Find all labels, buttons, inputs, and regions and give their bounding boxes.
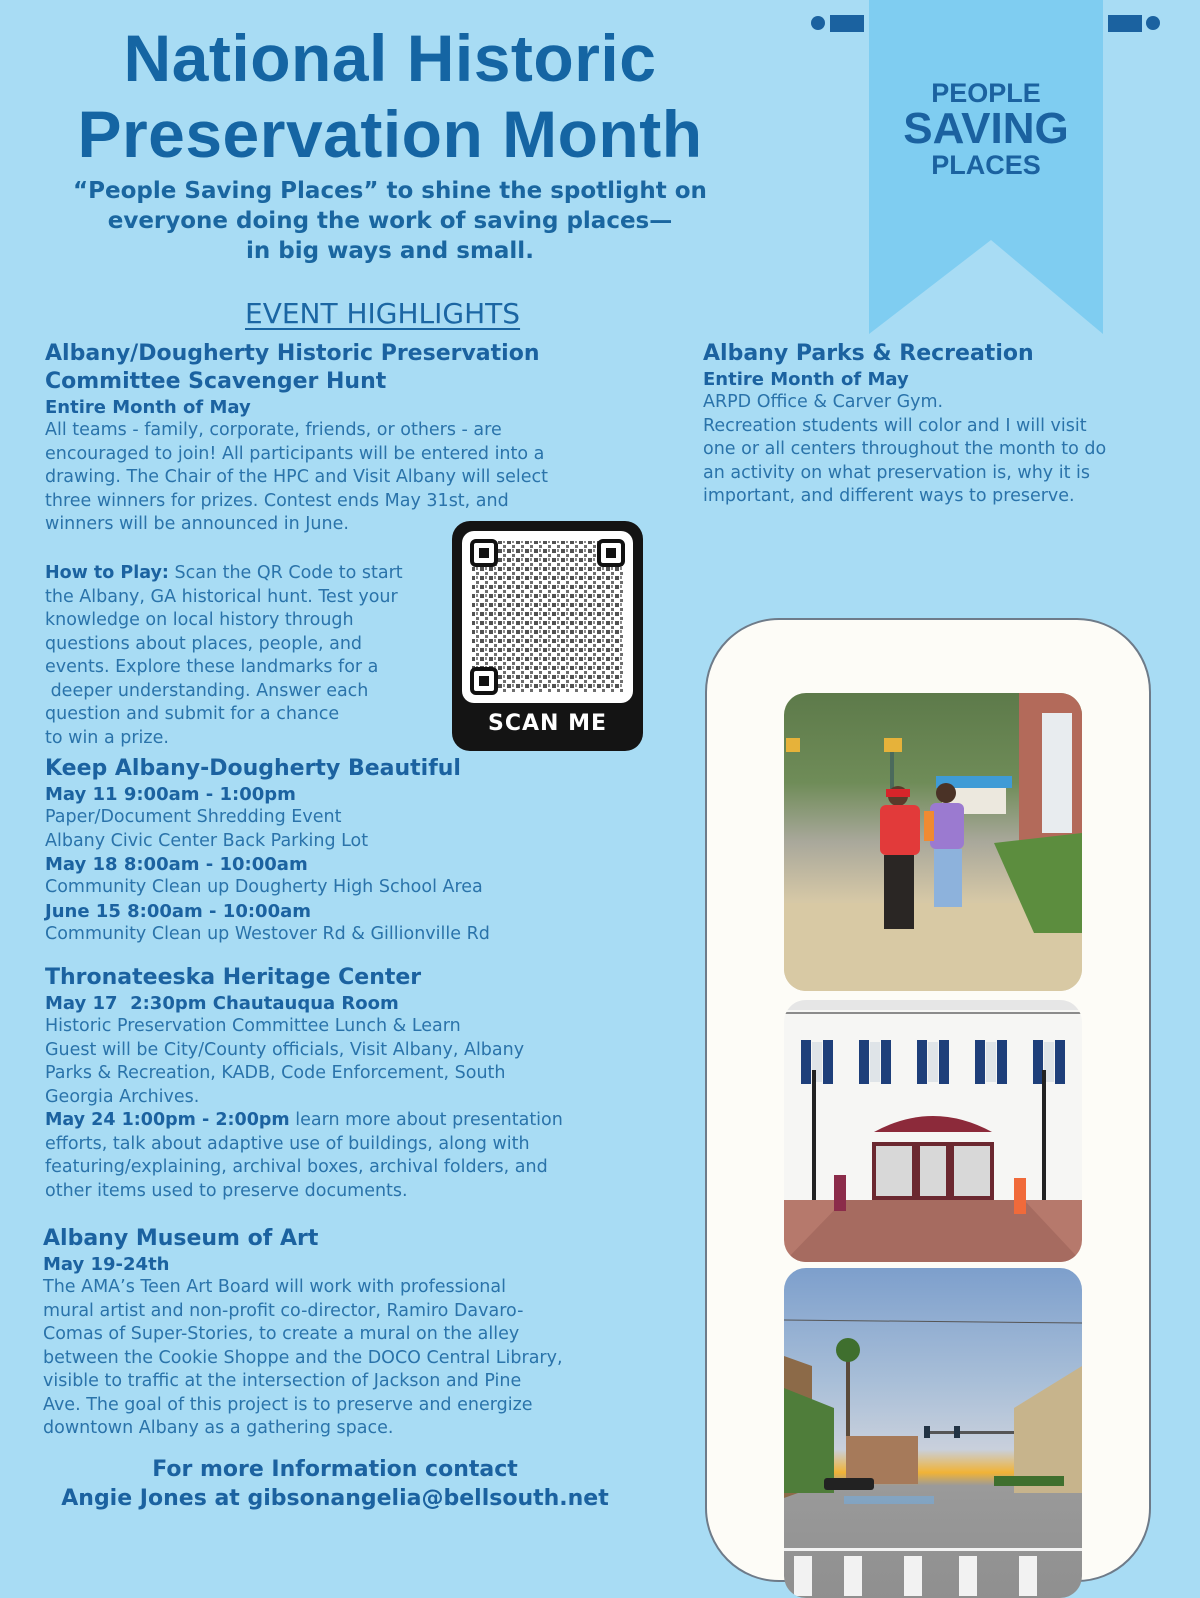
text-line: Albany Civic Center Back Parking Lot — [45, 830, 369, 851]
text-line: Recreation students will color and I will visit — [703, 415, 1087, 436]
text-line: Comas of Super-Stories, to create a mural on the alley — [43, 1324, 520, 1344]
text-line: featuring/explaining, archival boxes, archival folders, and — [45, 1157, 548, 1177]
text-line: to win a prize. — [45, 727, 169, 748]
text-line: downtown Albany as a gathering space. — [43, 1418, 394, 1438]
text-line: questions about places, people, and — [45, 633, 363, 654]
text-line: deeper understanding. Answer each — [45, 680, 369, 701]
ribbon-text-saving: SAVING — [903, 104, 1069, 153]
text-line: events. Explore these landmarks for a — [45, 657, 379, 677]
people-saving-places-ribbon — [869, 0, 1103, 334]
contact-info — [40, 1455, 630, 1513]
qr-code[interactable] — [452, 521, 643, 751]
text-line: Georgia Archives. — [45, 1086, 200, 1107]
ribbon-text-places: PLACES — [931, 150, 1041, 180]
title-line-2: Preservation Month — [77, 97, 703, 171]
event-date: Entire Month of May — [45, 397, 251, 418]
text-line: Paper/Document Shredding Event — [45, 807, 342, 827]
event-title: Albany Museum of Art — [43, 1226, 319, 1251]
event-thronateeska — [45, 964, 665, 1203]
text-line — [45, 1109, 665, 1133]
text-line: Guest will be City/County officials, Visit Albany, Albany — [45, 1039, 525, 1060]
text-line: question and submit for a chance — [45, 704, 340, 724]
ribbon-hook-right-bar-icon — [1108, 15, 1142, 32]
subtitle — [40, 176, 740, 266]
text-line: encouraged to join! All participants will be entered into a — [45, 443, 545, 464]
how-to-play-label: How to Play: — [45, 563, 169, 583]
text-span: learn more about presentation — [289, 1110, 563, 1130]
text-line: visible to traffic at the intersection of Jackson and Pine — [43, 1371, 522, 1391]
how-to-play — [45, 562, 445, 750]
event-date: May 24 1:00pm - 2:00pm — [45, 1110, 290, 1130]
text-line: three winners for prizes. Contest ends May 31st, and — [45, 490, 509, 511]
text-line: Community Clean up Dougherty High School Area — [45, 877, 483, 897]
text-line: Ave. The goal of this project is to preserve and energize — [43, 1394, 533, 1415]
text-line: knowledge on local history through — [45, 610, 354, 630]
text-line: All teams - family, corporate, friends, or others - are — [45, 420, 502, 440]
text-line: Historic Preservation Committee Lunch & Learn — [45, 1016, 461, 1036]
event-title: Committee Scavenger Hunt — [45, 369, 387, 394]
event-date: May 18 8:00am - 10:00am — [45, 854, 308, 875]
text-line: drawing. The Chair of the HPC and Visit Albany will select — [45, 467, 548, 487]
title-line-1: National Historic — [123, 21, 657, 95]
text-line: mural artist and non-profit co-director, Ramiro Davaro- — [43, 1300, 524, 1321]
event-title: Albany Parks & Recreation — [703, 341, 1034, 366]
event-description — [45, 1015, 665, 1203]
photo-card — [705, 618, 1151, 1582]
event-description — [43, 1276, 683, 1441]
downtown-street-sunset-photo — [784, 1268, 1082, 1598]
subtitle-line-3: in big ways and small. — [246, 238, 534, 264]
volunteers-on-sidewalk-photo — [784, 693, 1082, 991]
text-line: one or all centers throughout the month to do — [703, 439, 1107, 459]
text-line — [45, 562, 445, 586]
contact-email-line[interactable]: Angie Jones at gibsonangelia@bellsouth.net — [61, 1486, 609, 1511]
qr-code-pattern-icon — [462, 531, 633, 703]
event-date: Entire Month of May — [703, 369, 909, 390]
ribbon-hook-left-dot-icon — [811, 16, 825, 30]
text-line: important, and different ways to preserve. — [703, 486, 1075, 506]
event-scavenger-hunt — [45, 340, 645, 537]
ribbon-text-people: PEOPLE — [931, 78, 1041, 108]
event-museum-of-art — [43, 1225, 683, 1441]
event-title: Keep Albany-Dougherty Beautiful — [45, 756, 461, 781]
text-line: an activity on what preservation is, why it is — [703, 462, 1090, 483]
ribbon-hook-right-dot-icon — [1146, 16, 1160, 30]
ribbon-hook-left-bar-icon — [830, 15, 864, 32]
subtitle-line-1: “People Saving Places” to shine the spotlight on — [73, 178, 707, 204]
white-historic-building-photo — [784, 1000, 1082, 1262]
text-line: winners will be announced in June. — [45, 514, 349, 534]
text-line: Community Clean up Westover Rd & Gillionville Rd — [45, 923, 490, 944]
text-line: The AMA’s Teen Art Board will work with professional — [43, 1277, 506, 1297]
event-date: May 17 2:30pm Chautauqua Room — [45, 993, 399, 1014]
text-line: other items used to preserve documents. — [45, 1180, 408, 1201]
event-highlights-heading: EVENT HIGHLIGHTS — [245, 297, 521, 330]
text-line: between the Cookie Shoppe and the DOCO Central Library, — [43, 1347, 563, 1368]
scan-me-label: SCAN ME — [487, 711, 607, 736]
event-title: Albany/Dougherty Historic Preservation — [45, 341, 540, 366]
event-keep-beautiful — [45, 755, 645, 946]
contact-heading: For more Information contact — [152, 1457, 518, 1482]
text-line: the Albany, GA historical hunt. Test your — [45, 586, 398, 607]
event-description — [703, 391, 1183, 509]
text-span: Scan the QR Code to start — [168, 563, 403, 583]
page-title — [0, 20, 780, 172]
event-description — [45, 419, 645, 537]
event-parks-recreation — [703, 340, 1183, 509]
event-date: June 15 8:00am - 10:00am — [45, 900, 311, 922]
subtitle-line-2: everyone doing the work of saving places— — [107, 208, 673, 234]
text-line: efforts, talk about adaptive use of buildings, along with — [45, 1133, 530, 1154]
text-line: ARPD Office & Carver Gym. — [703, 392, 944, 412]
text-line: Parks & Recreation, KADB, Code Enforcement, South — [45, 1063, 506, 1083]
event-date: May 19-24th — [43, 1254, 170, 1275]
event-title: Thronateeska Heritage Center — [45, 965, 422, 990]
event-date: May 11 9:00am - 1:00pm — [45, 784, 296, 805]
